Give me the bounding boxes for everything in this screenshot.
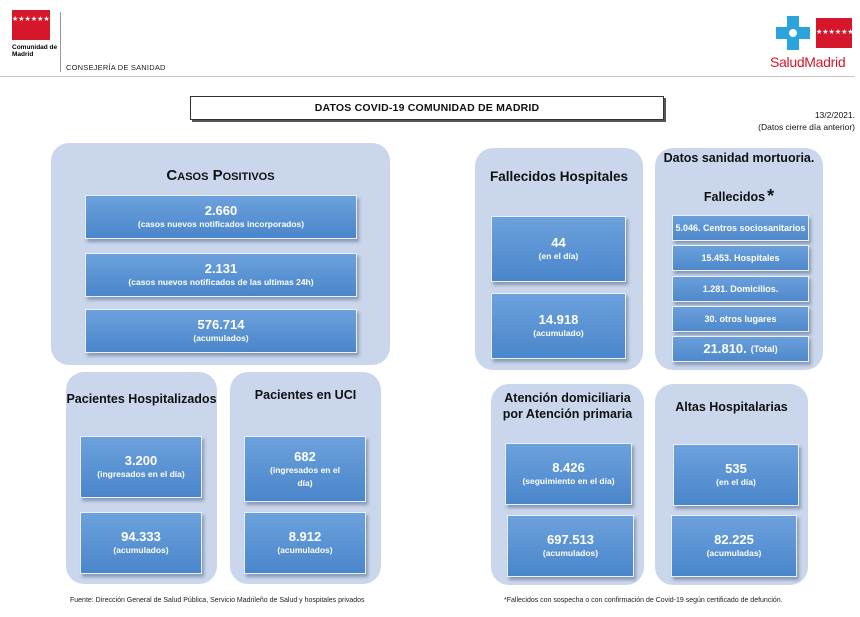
tile-value: 8.426 (552, 460, 585, 475)
hospitalizados-title: Pacientes Hospitalizados (66, 392, 217, 406)
tile-value: 697.513 (547, 532, 594, 547)
mortuoria-item: 1.281. Domicilios. (672, 276, 809, 302)
mortuoria-item: 15.453. Hospitales (672, 245, 809, 271)
department-label: CONSEJERÍA DE SANIDAD (66, 63, 166, 72)
fallecidos-dia-tile (491, 216, 626, 282)
fallecidos-acumulado-tile (491, 293, 626, 359)
health-cross-icon (776, 16, 810, 50)
fallecidos-hosp-title: Fallecidos Hospitales (489, 169, 629, 184)
tile-value: 44 (551, 235, 566, 250)
tile-label: (en el día) (538, 251, 579, 261)
tile-label: (en el día) (716, 477, 756, 487)
cm-logo-text: Comunidad de Madrid (12, 44, 58, 58)
casos-nuevos-incorporados-tile (85, 195, 357, 239)
date-line: 13/2/2021. (814, 110, 855, 120)
tile-label: (acumulado) (533, 328, 584, 338)
tile-label: (ingresados en el día) (97, 469, 185, 479)
header-rule (0, 76, 855, 77)
tile-value: 94.333 (121, 529, 161, 544)
domiciliaria-title: Atención domiciliaria por Atención primaria (502, 391, 633, 421)
altas-hospitalarias-panel (655, 384, 808, 585)
hospitalizados-acumulados-tile (80, 512, 202, 574)
uci-title: Pacientes en UCI (254, 388, 357, 402)
mortuoria-title: Datos sanidad mortuoria. (663, 151, 815, 165)
madrid-flag-icon (12, 10, 56, 40)
tile-value: 2.660 (204, 203, 238, 218)
mortuoria-total-label: (Total) (750, 344, 778, 354)
atencion-domiciliaria-panel (491, 384, 644, 585)
asterisk-mark: * (767, 186, 775, 206)
uci-acumulados-tile (244, 512, 366, 574)
casos-acumulados-tile (85, 309, 357, 353)
altas-acumuladas-tile (671, 515, 797, 577)
altas-dia-tile (673, 444, 799, 506)
sm-flag-stars: ★★★★★★★ (816, 29, 860, 36)
mortuoria-subtitle (655, 186, 823, 206)
tile-value: 2.131 (204, 261, 238, 276)
tile-label: (casos nuevos notificados incorporados) (137, 219, 305, 229)
tile-value: 682 (294, 448, 316, 464)
tile-label: (acumulados) (113, 545, 169, 555)
domiciliaria-acumulados-tile (507, 515, 634, 577)
report-date (758, 109, 855, 133)
tile-label: (ingresados en el día) (270, 464, 340, 488)
tile-label: (acumulados) (542, 548, 599, 558)
comunidad-madrid-logo (12, 10, 58, 58)
date-note: (Datos cierre día anterior) (758, 122, 855, 132)
hospitalizados-dia-tile (80, 436, 202, 498)
tile-label: (acumuladas) (706, 548, 762, 558)
tile-label: (seguimiento en el día) (522, 476, 615, 486)
fallecidos-hospitales-panel (475, 148, 643, 370)
uci-panel (230, 372, 381, 584)
sm-logo-text: SaludMadrid (770, 54, 846, 70)
tile-value: 576.714 (197, 317, 245, 332)
altas-title: Altas Hospitalarias (675, 400, 788, 414)
mortuoria-panel (655, 148, 823, 370)
tile-value: 3.200 (124, 453, 158, 468)
page-title: DATOS COVID-19 COMUNIDAD DE MADRID (190, 96, 664, 120)
sm-flag-icon (816, 18, 860, 48)
mortuoria-total-value: 21.810. (703, 341, 747, 356)
mortuoria-subtitle-text: Fallecidos (703, 190, 766, 204)
casos-title: Casos Positivos (166, 167, 275, 184)
hospitalizados-panel (66, 372, 217, 584)
flag-stars: ★★★★★★★ (12, 16, 56, 23)
mortuoria-item: 30. otros lugares (672, 306, 809, 332)
tile-label: (acumulados) (193, 333, 249, 343)
domiciliaria-dia-tile (505, 443, 632, 505)
source-note: Fuente: Dirección General de Salud Pública, Servicio Madrileño de Salud y hospitales privados (70, 597, 365, 604)
casos-positivos-panel (51, 143, 390, 365)
uci-dia-tile (244, 436, 366, 502)
footnote: *Fallecidos con sospecha o con confirmación de Covid-19 según certificado de defunción. (504, 597, 783, 604)
tile-value: 14.918 (538, 312, 579, 327)
tile-label: (acumulados) (277, 545, 333, 555)
casos-nuevos-24h-tile (85, 253, 357, 297)
tile-value: 82.225 (714, 532, 754, 547)
mortuoria-item: 5.046. Centros sociosanitarios (672, 215, 809, 241)
mortuoria-total-tile (672, 336, 809, 362)
tile-value: 535 (725, 461, 747, 476)
tile-label: (casos nuevos notificados de las ultimas 24h) (128, 277, 314, 287)
tile-value: 8.912 (288, 529, 322, 544)
header-divider (60, 12, 61, 72)
salud-madrid-logo (770, 14, 860, 74)
